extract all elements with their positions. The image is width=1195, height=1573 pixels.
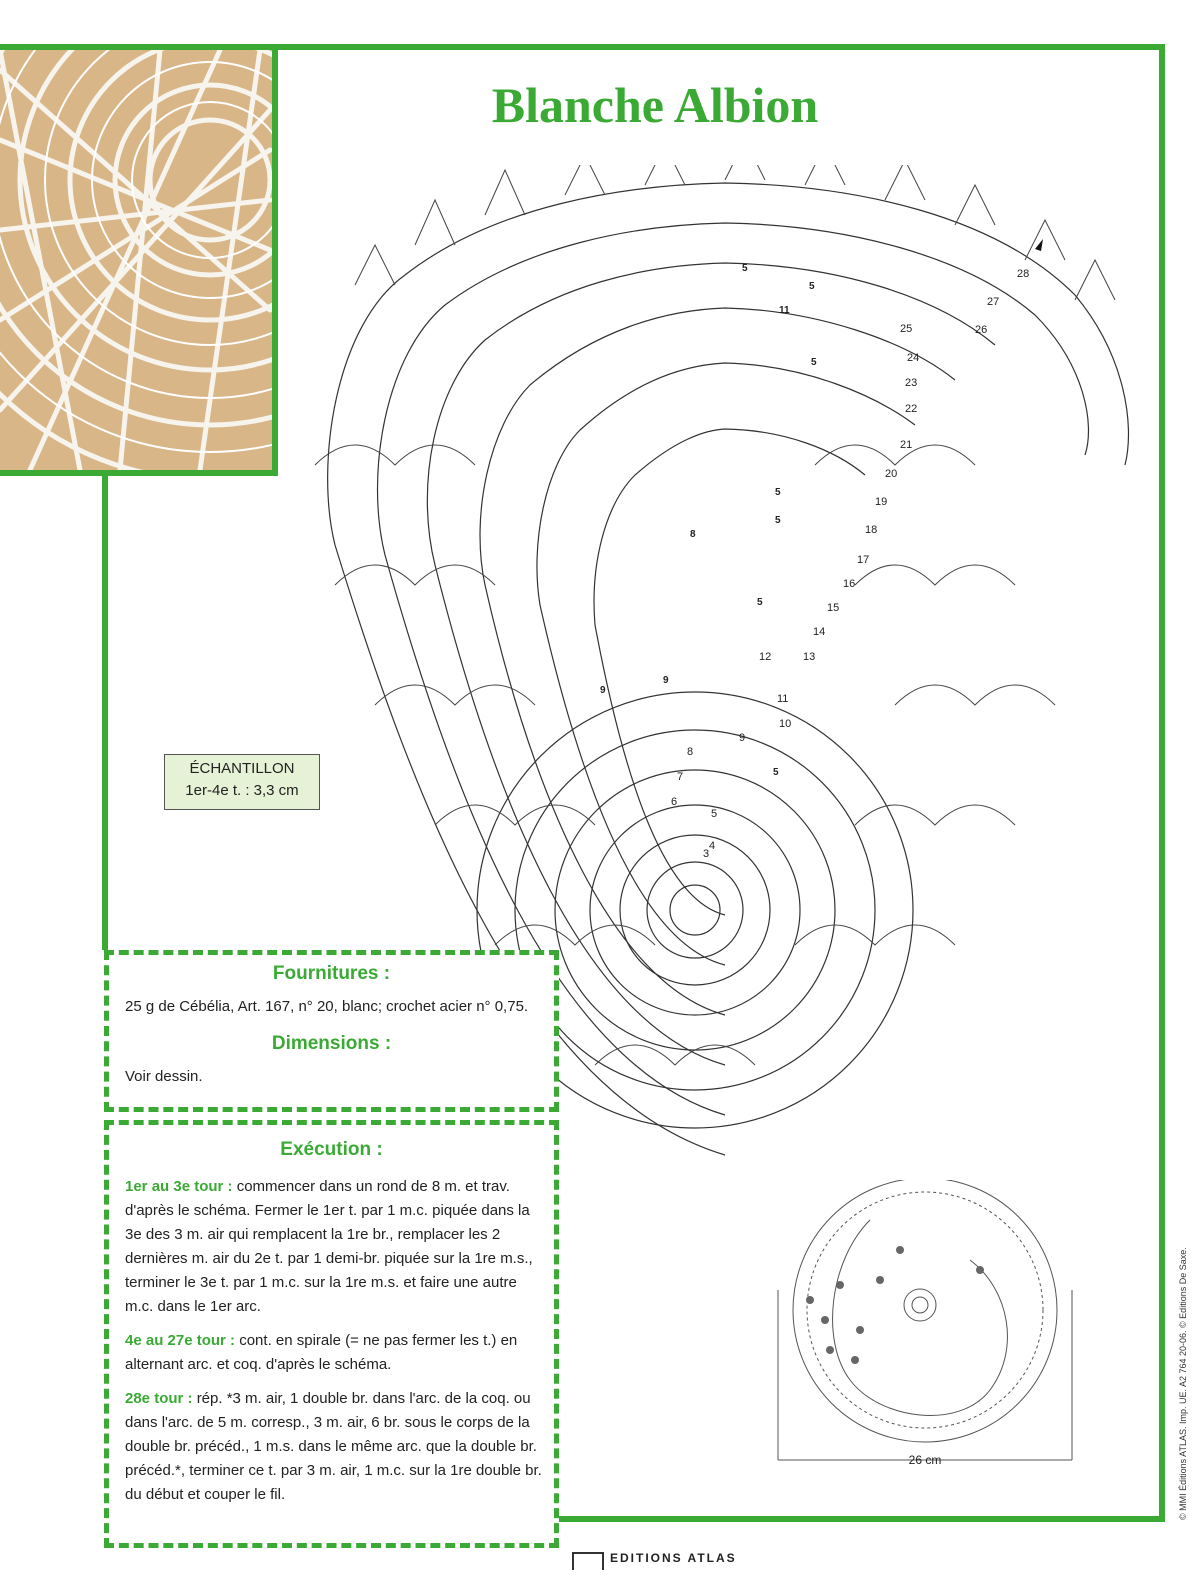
frame-left-border [102,470,108,950]
frame-right-border [1159,44,1165,1522]
round-number: 23 [905,377,918,389]
step-label: 4e au 27e tour : [125,1332,236,1349]
round-number: 17 [857,554,870,566]
round-number: 8 [687,746,694,758]
round-number: 15 [827,602,840,614]
supplies-box [104,950,559,1112]
dimensions-heading: Dimensions : [271,1033,392,1054]
step-label: 1er au 3e tour : [125,1178,233,1195]
execution-step-2 [125,1329,544,1377]
execution-box [104,1120,559,1548]
publisher-name: EDITIONS ATLAS [610,1551,737,1565]
page-title: Blanche Albion [491,77,819,133]
round-number: 5 [711,808,718,820]
step-text: commencer dans un rond de 8 m. et trav. d'après le schéma. Fermer le 1er t. par 1 m.c. piquée dans la 3e des 3 m. air qui remplacent la 1re br., remplacer les 2 dernières m. air du 2e t. par 1 demi-br. piquée sur la 1re m.s., terminer le 3e t. par 1 m.c. sur la 1re m.s. et faire une autre m.c. dans le 1er arc. [125,1178,533,1315]
step-text: rép. *3 m. air, 1 double br. dans l'arc. de la coq. ou dans l'arc. de 5 m. corresp., 3 m. air, 6 br. sous le corps de la double br. précéd., 1 m.s. dans le même arc. que la double br. précéd.*, terminer ce t. par 3 m. air, 1 m.c. sur la 1re double br. du début et couper le fil. [125,1390,542,1503]
round-number: 16 [843,578,856,590]
round-number: 22 [905,403,918,415]
stitch-count: 5 [773,767,779,778]
round-number: 4 [709,840,716,852]
execution-heading: Exécution : [280,1139,383,1160]
round-number: 10 [779,718,792,730]
round-number: 18 [865,524,878,536]
copyright-text: © MMI Éditions ATLAS. Imp. UE. A2 764 20-06. © Editions De Saxe. [1178,1247,1188,1520]
round-number: 14 [813,626,826,638]
stitch-count: 9 [600,685,606,696]
stitch-count: 5 [742,263,748,274]
round-number: 6 [671,796,678,808]
round-number: 21 [900,439,913,451]
sample-gauge-box [164,754,320,810]
publisher-logo [572,1552,737,1573]
supplies-text: 25 g de Cébélia, Art. 167, n° 20, blanc; crochet acier n° 0,75. [125,998,529,1015]
round-number: 24 [907,352,920,364]
globe-icon [572,1552,604,1570]
round-number: 26 [975,324,988,336]
round-number: 11 [777,693,789,705]
copyright-note [1178,1180,1190,1520]
step-text: cont. en spirale (= ne pas fermer les t.) en alternant arc. et coq. d'après le schéma. [125,1332,518,1373]
round-number: 9 [739,732,746,744]
stitch-count: 11 [779,305,790,316]
stitch-count: 5 [809,281,815,292]
step-label: 28e tour : [125,1390,193,1407]
stitch-count: 5 [775,487,781,498]
stitch-count: 5 [811,357,817,368]
round-number: 19 [875,496,888,508]
round-number: 20 [885,468,898,480]
stitch-count: 5 [775,515,781,526]
sample-heading: ÉCHANTILLON [189,760,295,777]
supplies-heading: Fournitures : [272,963,391,984]
start-arrow-icon [1035,239,1043,251]
round-number: 13 [803,651,816,663]
execution-step-1 [125,1175,544,1319]
stitch-count: 9 [663,675,669,686]
diameter-label: 26 cm [908,1453,942,1467]
round-number: 27 [987,296,1000,308]
stitch-count: 8 [690,529,696,540]
lace-texture-image [0,50,272,470]
round-number: 12 [759,651,772,663]
stitch-count: 5 [757,597,763,608]
dimensions-text: Voir dessin. [125,1068,203,1085]
doily-photo [0,50,278,476]
sample-value: 1er-4e t. : 3,3 cm [185,782,299,799]
round-number: 25 [900,323,913,335]
round-number: 7 [677,771,684,783]
round-number: 3 [703,848,710,860]
round-number: 28 [1017,268,1030,280]
doily-overview-diagram [770,1180,1090,1480]
execution-step-3 [125,1387,544,1507]
